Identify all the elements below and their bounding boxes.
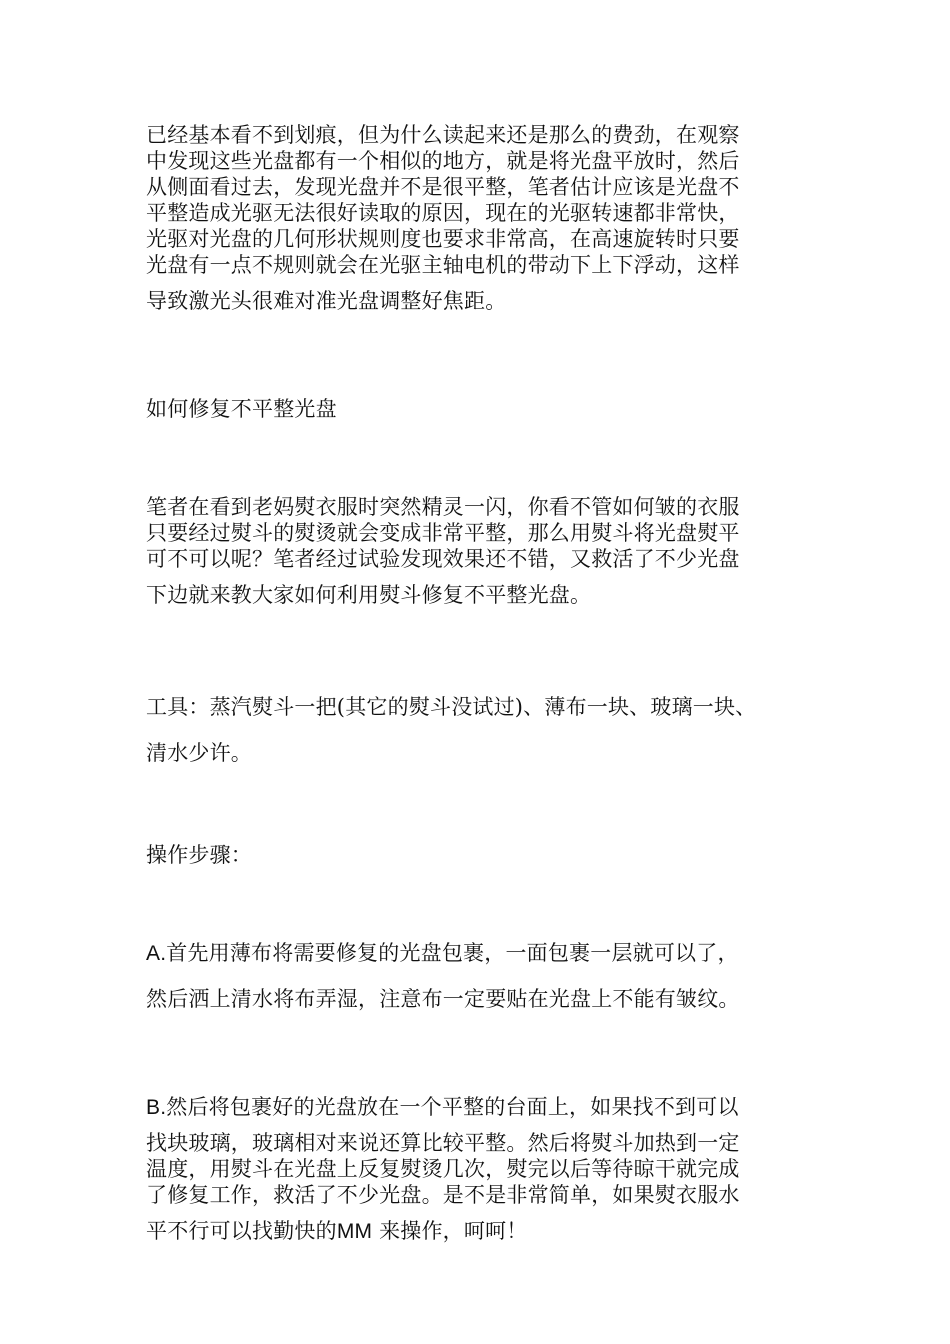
document-body	[146, 122, 810, 1254]
text-line: 平整造成光驱无法很好读取的原因，现在的光驱转速都非常快，	[146, 201, 740, 225]
text-line: 光驱对光盘的几何形状规则度也要求非常高，在高速旋转时只要	[146, 227, 740, 251]
heading-text: 如何修复不平整光盘	[146, 397, 337, 421]
paragraph-ironing-idea	[146, 494, 810, 618]
step-text: 来操作，呵呵！	[372, 1219, 528, 1243]
step-text: 然后将包裹好的光盘放在一个平整的台面上，如果找不到可以	[166, 1095, 739, 1119]
paragraph-spacer	[146, 1022, 810, 1084]
step-text: 首先用薄布将需要修复的光盘包裹，一面包裹一层就可以了，	[166, 941, 739, 965]
text-line: 温度，用熨斗在光盘上反复熨烫几次，熨完以后等待晾干就完成	[146, 1157, 740, 1181]
text-line: 找块玻璃，玻璃相对来说还算比较平整。然后将熨斗加热到一定	[146, 1131, 740, 1155]
text-line: 已经基本看不到划痕，但为什么读起来还是那么的费劲，在观察	[146, 123, 740, 147]
text-line: 只要经过熨斗的熨烫就会变成非常平整，那么用熨斗将光盘熨平	[146, 521, 740, 545]
text-line: 中发现这些光盘都有一个相似的地方，就是将光盘平放时，然后	[146, 149, 740, 173]
text-line: 清水少许。	[146, 741, 252, 765]
paragraph-spacer	[146, 422, 810, 494]
paragraph-spacer	[146, 324, 810, 396]
step-text-latin: MM	[336, 1220, 373, 1243]
step-marker: A.	[146, 942, 167, 965]
text-line: 下边就来教大家如何利用熨斗修复不平整光盘。	[146, 583, 592, 607]
step-b	[146, 1084, 810, 1254]
text-line: 可不可以呢？笔者经过试验发现效果还不错，又救活了不少光盘	[146, 547, 740, 571]
text-line	[146, 1084, 810, 1130]
text-line: 了修复工作，救活了不少光盘。是不是非常简单，如果熨衣服水	[146, 1183, 740, 1207]
text-line	[146, 1208, 810, 1254]
steps-title-text: 操作步骤：	[146, 843, 252, 867]
text-line: 笔者在看到老妈熨衣服时突然精灵一闪，你看不管如何皱的衣服	[146, 495, 740, 519]
step-marker: B.	[146, 1096, 167, 1119]
text-line: 光盘有一点不规则就会在光驱主轴电机的带动下上下浮动，这样	[146, 253, 740, 277]
paragraph-spacer	[146, 868, 810, 930]
paragraph-spacer	[146, 776, 810, 842]
paragraph-tools	[146, 684, 810, 776]
text-line: 从侧面看过去，发现光盘并不是很平整，笔者估计应该是光盘不	[146, 175, 740, 199]
step-a	[146, 930, 810, 1022]
paragraph-spacer	[146, 618, 810, 684]
steps-title	[146, 842, 810, 868]
text-line: 然后洒上清水将布弄湿，注意布一定要贴在光盘上不能有皱纹。	[146, 987, 740, 1011]
text-line: 导致激光头很难对准光盘调整好焦距。	[146, 289, 507, 313]
paragraph-cd-scratch-observation	[146, 122, 810, 324]
text-line	[146, 930, 810, 976]
text-line: 工具：蒸汽熨斗一把(其它的熨斗没试过)、薄布一块、玻璃一块、	[146, 695, 757, 719]
step-text: 平不行可以找勤快的	[146, 1219, 337, 1243]
section-heading	[146, 396, 810, 422]
